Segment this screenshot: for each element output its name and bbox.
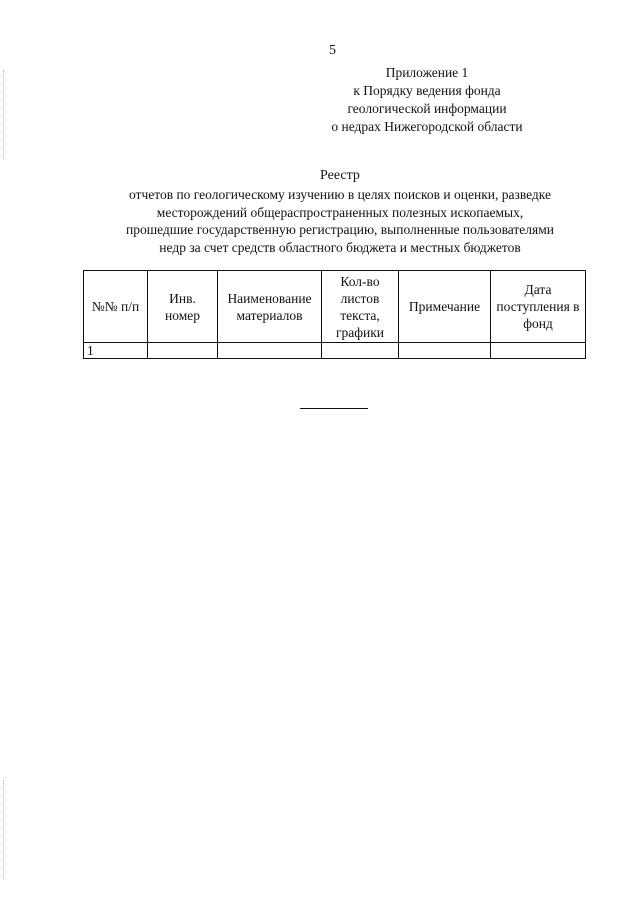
column-header-note: Примечание (399, 271, 491, 343)
subtitle-line: отчетов по геологическому изучению в целях поисков и оценки, разведке (128, 187, 552, 202)
column-header-materials: Наименование материалов (218, 271, 322, 343)
closing-rule (300, 408, 368, 409)
registry-subtitle (85, 186, 595, 256)
column-header-number: №№ п/п (84, 271, 148, 343)
registry-title: Реестр (320, 168, 360, 183)
subtitle-line: недр за счет средств областного бюджета и местных бюджетов (159, 239, 521, 255)
appendix-line: о недрах Нижегородской области (331, 119, 523, 134)
table-cell (322, 343, 399, 359)
appendix-line: к Порядку ведения фонда (353, 83, 501, 98)
subtitle-line: месторождений общераспространенных полезных ископаемых, (156, 204, 524, 220)
table-cell (491, 343, 586, 359)
appendix-header (277, 64, 577, 136)
scan-edge-mark (3, 70, 5, 160)
appendix-line: геологической информации (347, 101, 507, 116)
table-cell: 1 (84, 343, 148, 359)
page-number: 5 (329, 43, 336, 58)
table-cell (399, 343, 491, 359)
appendix-line: Приложение 1 (385, 65, 469, 80)
table-cell (218, 343, 322, 359)
table-cell (148, 343, 218, 359)
registry-table (83, 270, 586, 359)
subtitle-line: прошедшие государственную регистрацию, выполненные пользователями (125, 222, 555, 237)
column-header-sheets: Кол-во листов текста, графики (322, 271, 399, 343)
table-header-row (84, 271, 586, 343)
table-row (84, 343, 586, 359)
column-header-inventory: Инв. номер (148, 271, 218, 343)
scan-edge-mark (3, 780, 5, 880)
column-header-date: Дата поступления в фонд (491, 271, 586, 343)
